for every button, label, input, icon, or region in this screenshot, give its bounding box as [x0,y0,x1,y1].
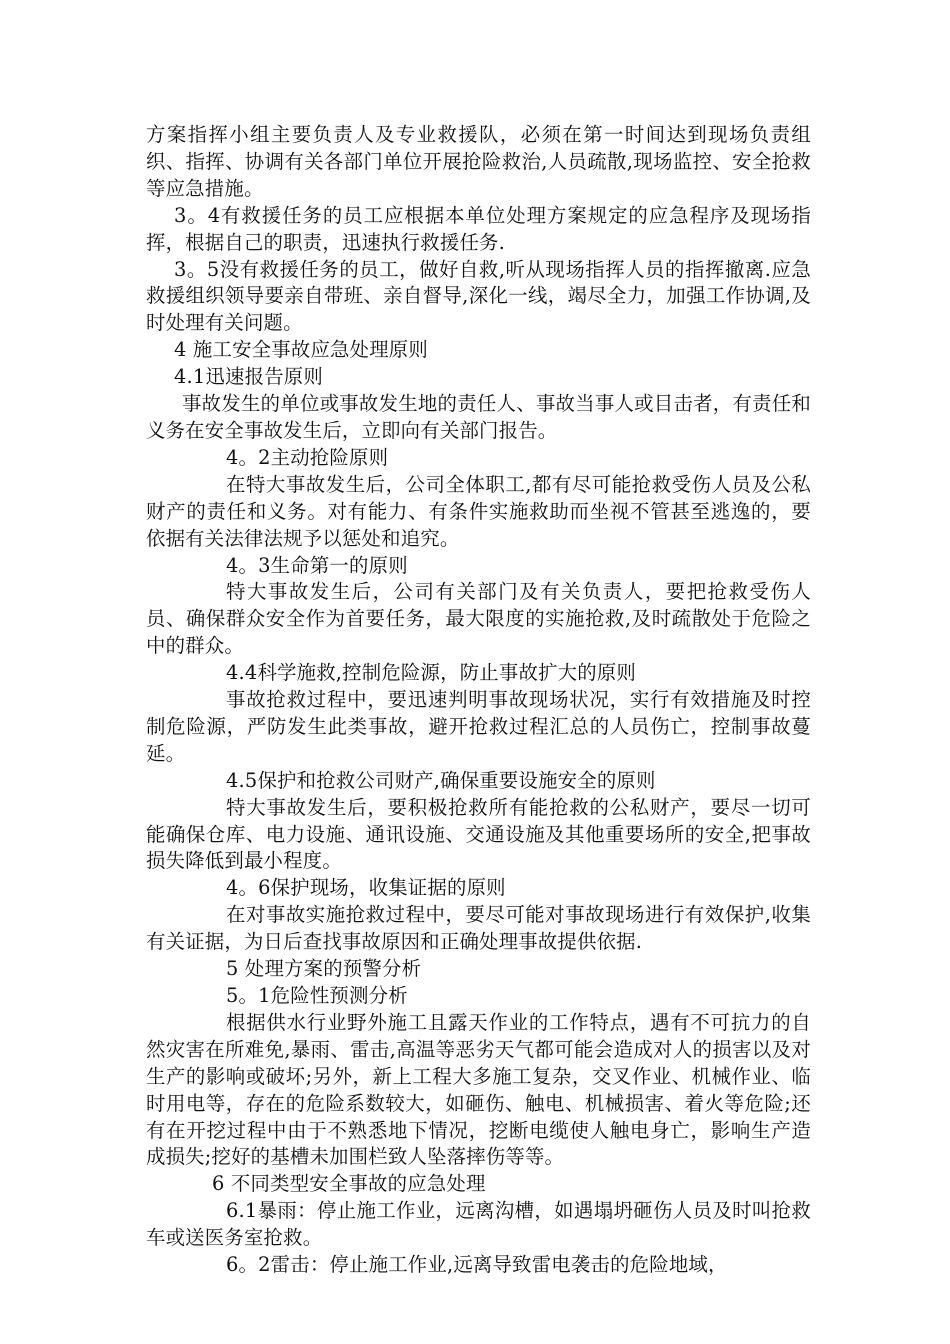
heading-4-1: 4.1迅速报告原则 [174,365,323,389]
heading-4-5: 4.5保护和抢救公司财产,确保重要设施安全的原则 [226,768,656,792]
paragraph-4-6-body: 在对事故实施抢救过程中，要尽可能对事故现场进行有效保护,收集有关证据，为日后查找事故原因和正确处理事故提供依据. [146,903,811,954]
paragraph-command-group: 方案指挥小组主要负责人及专业救援队，必须在第一时间达到现场负责组织、指挥、协调有关各部门单位开展抢险救治,人员疏散,现场监控、安全抢救等应急措施。 [146,123,811,200]
heading-4-3: 4。3生命第一的原则 [226,553,408,577]
paragraph-6-2: 6。2雷击：停止施工作业,远离导致雷电袭击的危险地域， [226,1253,728,1277]
heading-section-6: 6 不同类型安全事故的应急处理 [212,1172,486,1196]
paragraph-4-1-body: 事故发生的单位或事故发生地的责任人、事故当事人或目击者，有责任和义务在安全事故发生后，立即向有关部门报告。 [146,392,811,442]
paragraph-4-5-body: 特大事故发生后，要积极抢救所有能抢救的公私财产，要尽一切可能确保仓库、电力设施、通讯设施、交通设施及其他重要场所的安全,把事故损失降低到最小程度。 [146,795,811,873]
paragraph-4-4-body: 事故抢救过程中，要迅速判明事故现场状况，实行有效措施及时控制危险源，严防发生此类事故，避开抢救过程汇总的人员伤亡，控制事故蔓延。 [146,688,811,765]
heading-4-6: 4。6保护现场，收集证据的原则 [226,876,506,900]
heading-4-2: 4。2主动抢险原则 [226,445,389,469]
heading-5-1: 5。1危险性预测分析 [226,984,408,1007]
heading-section-5: 5 处理方案的预警分析 [226,957,422,981]
paragraph-4-3-body: 特大事故发生后，公司有关部门及有关负责人，要把抢救受伤人员、确保群众安全作为首要任务，最大限度的实施抢救,及时疏散处于危险之中的群众。 [146,580,811,658]
heading-4-4: 4.4科学施救,控制危险源，防止事故扩大的原则 [226,661,637,685]
paragraph-3-5: 3。5没有救援任务的员工，做好自救,听从现场指挥人员的指挥撤离.应急救援组织领导要亲自带班、亲自督导,深化一线，竭尽全力，加强工作协调,及时处理有关问题。 [146,257,811,335]
paragraph-6-1: 6.1暴雨：停止施工作业，远离沟槽，如遇塌坍砸伤人员及时叫抢救车或送医务室抢救。 [146,1199,811,1250]
paragraph-5-1-body: 根据供水行业野外施工且露天作业的工作特点，遇有不可抗力的自然灾害在所难免,暴雨、雷击,高温等恶劣天气都可能会造成对人的损害以及对生产的影响或破坏;另外，新上工程大多施工复杂，交叉作业、机械作业、临时用电等，存在的危险系数较大，如砸伤、触电、机械损害、着火等危险;还有在开挖过程中由于不熟悉地下情况，挖断电缆使人触电身亡，影响生产造成损失;挖好的基槽未加围栏致人坠落摔伤等等。 [146,1010,811,1169]
document-body [146,122,811,1279]
paragraph-3-4: 3。4有救援任务的员工应根据本单位处理方案规定的应急程序及现场指挥，根据自己的职责，迅速执行救援任务. [146,203,811,254]
paragraph-4-2-body: 在特大事故发生后，公司全体职工,都有尽可能抢救受伤人员及公私财产的责任和义务。对有能力、有条件实施救助而坐视不管甚至逃逸的，要依据有关法律法规予以惩处和追究。 [146,472,811,550]
heading-section-4: 4 施工安全事故应急处理原则 [174,338,428,362]
